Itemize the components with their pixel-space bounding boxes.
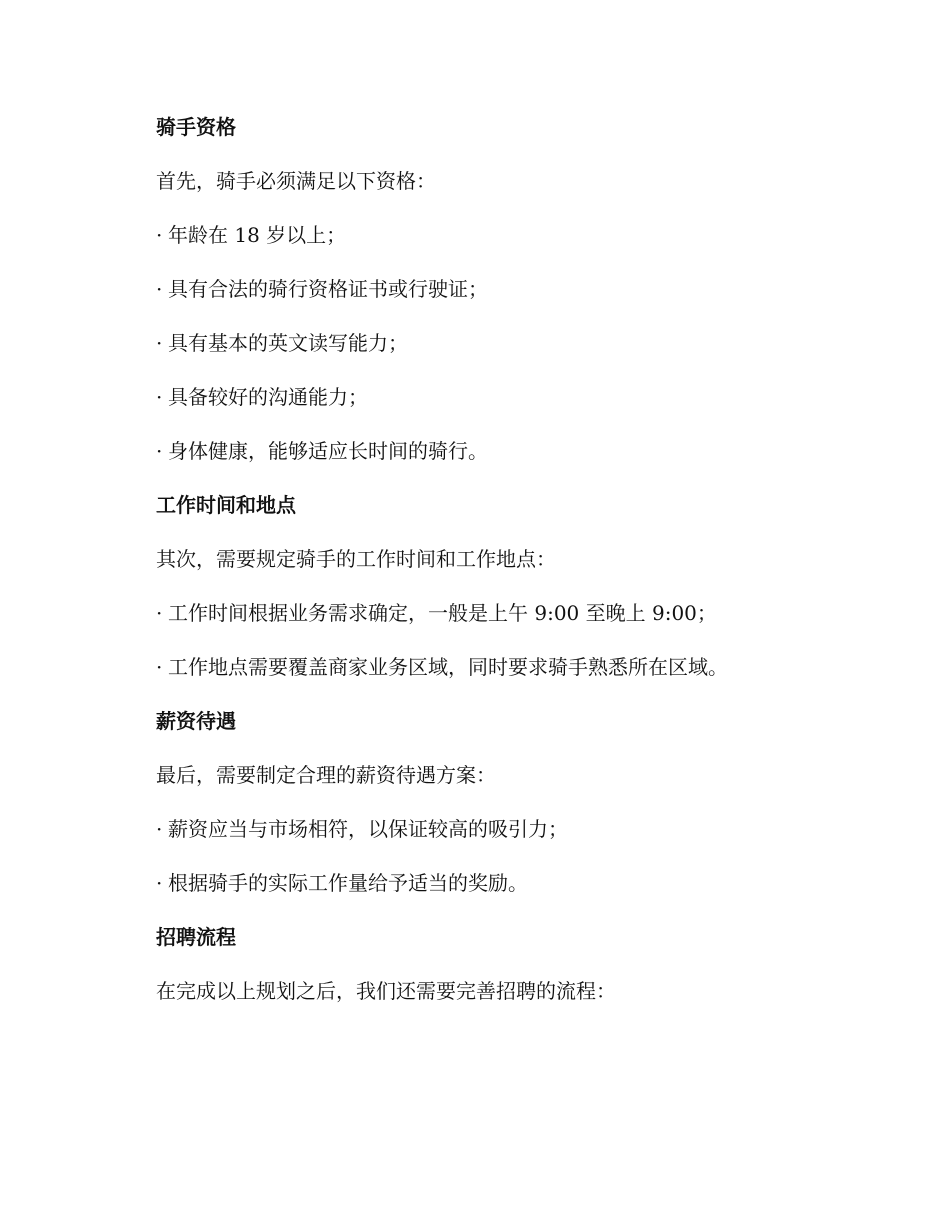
bullet-item bbox=[156, 328, 950, 358]
bullet-dot: · bbox=[156, 817, 163, 841]
bullet-text: 工作地点需要覆盖商家业务区域，同时要求骑手熟悉所在区域。 bbox=[168, 655, 728, 679]
bullet-text: 薪资应当与市场相符，以保证较高的吸引力； bbox=[168, 817, 568, 841]
section-intro: 首先，骑手必须满足以下资格： bbox=[156, 169, 436, 193]
bullet-dot: · bbox=[156, 655, 163, 679]
bullet-item bbox=[156, 598, 950, 628]
section-heading-work-time-location: 工作时间和地点 bbox=[156, 493, 296, 517]
section-intro: 在完成以上规划之后，我们还需要完善招聘的流程： bbox=[156, 979, 616, 1003]
bullet-text: 身体健康，能够适应长时间的骑行。 bbox=[168, 439, 488, 463]
bullet-dot: · bbox=[156, 331, 163, 355]
bullet-item bbox=[156, 382, 950, 412]
bullet-text: 具有基本的英文读写能力； bbox=[168, 331, 408, 355]
bullet-text: 工作时间根据业务需求确定，一般是上午 9:00 至晚上 9:00； bbox=[168, 601, 717, 625]
section-intro: 最后，需要制定合理的薪资待遇方案： bbox=[156, 763, 496, 787]
bullet-dot: · bbox=[156, 439, 163, 463]
bullet-dot: · bbox=[156, 385, 163, 409]
bullet-item bbox=[156, 652, 950, 682]
bullet-dot: · bbox=[156, 871, 163, 895]
bullet-item bbox=[156, 868, 950, 898]
bullet-item bbox=[156, 814, 950, 844]
section-heading-salary: 薪资待遇 bbox=[156, 709, 236, 733]
section-heading-recruitment-process: 招聘流程 bbox=[156, 925, 236, 949]
bullet-dot: · bbox=[156, 277, 163, 301]
bullet-item bbox=[156, 274, 950, 304]
bullet-dot: · bbox=[156, 223, 163, 247]
bullet-text: 具有合法的骑行资格证书或行驶证； bbox=[168, 277, 488, 301]
bullet-text: 根据骑手的实际工作量给予适当的奖励。 bbox=[168, 871, 528, 895]
bullet-dot: · bbox=[156, 601, 163, 625]
bullet-item bbox=[156, 436, 950, 466]
section-heading-rider-qualifications: 骑手资格 bbox=[156, 115, 236, 139]
bullet-text: 具备较好的沟通能力； bbox=[168, 385, 368, 409]
bullet-text: 年龄在 18 岁以上； bbox=[168, 223, 347, 247]
section-intro: 其次，需要规定骑手的工作时间和工作地点： bbox=[156, 547, 556, 571]
bullet-item bbox=[156, 220, 950, 250]
